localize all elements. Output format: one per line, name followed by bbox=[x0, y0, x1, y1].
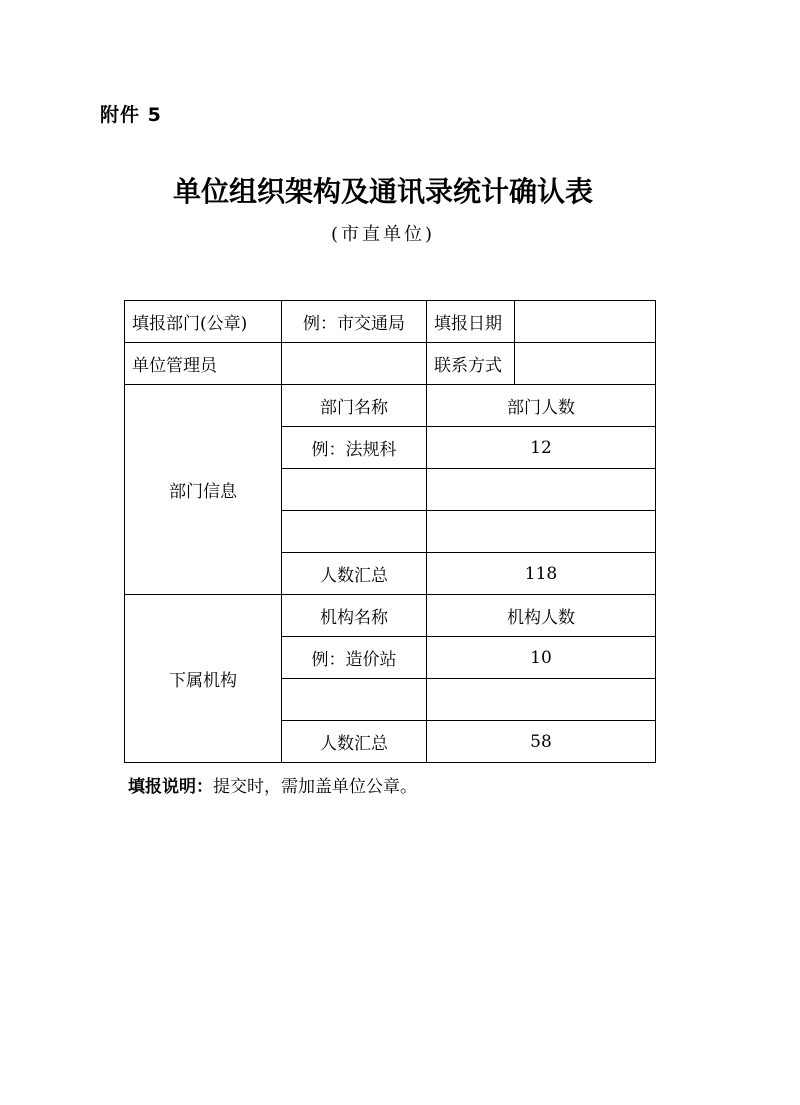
dept-name-cell[interactable] bbox=[282, 469, 427, 511]
dept-count-header: 部门人数 bbox=[427, 385, 656, 427]
fill-instructions-text: 提交时，需加盖单位公章。 bbox=[213, 777, 417, 797]
fill-dept-label: 填报部门(公章) bbox=[125, 301, 282, 343]
org-count-cell[interactable] bbox=[427, 679, 656, 721]
dept-name-header: 部门名称 bbox=[282, 385, 427, 427]
fill-instructions bbox=[128, 772, 417, 797]
admin-label: 单位管理员 bbox=[125, 343, 282, 385]
dept-name-cell[interactable] bbox=[282, 511, 427, 553]
dept-count-cell[interactable] bbox=[427, 511, 656, 553]
org-name-cell[interactable]: 例：造价站 bbox=[282, 637, 427, 679]
fill-dept-value[interactable]: 例：市交通局 bbox=[282, 301, 427, 343]
org-section-label: 下属机构 bbox=[125, 595, 282, 763]
attachment-label: 附件 5 bbox=[100, 104, 162, 126]
dept-total-label: 人数汇总 bbox=[282, 553, 427, 595]
org-name-cell[interactable] bbox=[282, 679, 427, 721]
contact-value[interactable] bbox=[515, 343, 656, 385]
org-header-row bbox=[125, 595, 656, 637]
dept-total-value[interactable]: 118 bbox=[427, 553, 656, 595]
org-total-label: 人数汇总 bbox=[282, 721, 427, 763]
dept-header-row bbox=[125, 385, 656, 427]
table-row-admin bbox=[125, 343, 656, 385]
fill-date-value[interactable] bbox=[515, 301, 656, 343]
page-title: 单位组织架构及通讯录统计确认表 bbox=[172, 175, 593, 208]
dept-count-cell[interactable]: 12 bbox=[427, 427, 656, 469]
org-name-header: 机构名称 bbox=[282, 595, 427, 637]
dept-name-cell[interactable]: 例：法规科 bbox=[282, 427, 427, 469]
page-subtitle: (市直单位) bbox=[330, 224, 436, 245]
table-row-fill-dept bbox=[125, 301, 656, 343]
contact-label: 联系方式 bbox=[427, 343, 515, 385]
confirmation-form-table bbox=[124, 300, 656, 763]
admin-value[interactable] bbox=[282, 343, 427, 385]
fill-instructions-label: 填报说明： bbox=[128, 777, 213, 797]
org-count-cell[interactable]: 10 bbox=[427, 637, 656, 679]
dept-section-label: 部门信息 bbox=[125, 385, 282, 595]
org-count-header: 机构人数 bbox=[427, 595, 656, 637]
org-total-value[interactable]: 58 bbox=[427, 721, 656, 763]
fill-date-label: 填报日期 bbox=[427, 301, 515, 343]
dept-count-cell[interactable] bbox=[427, 469, 656, 511]
